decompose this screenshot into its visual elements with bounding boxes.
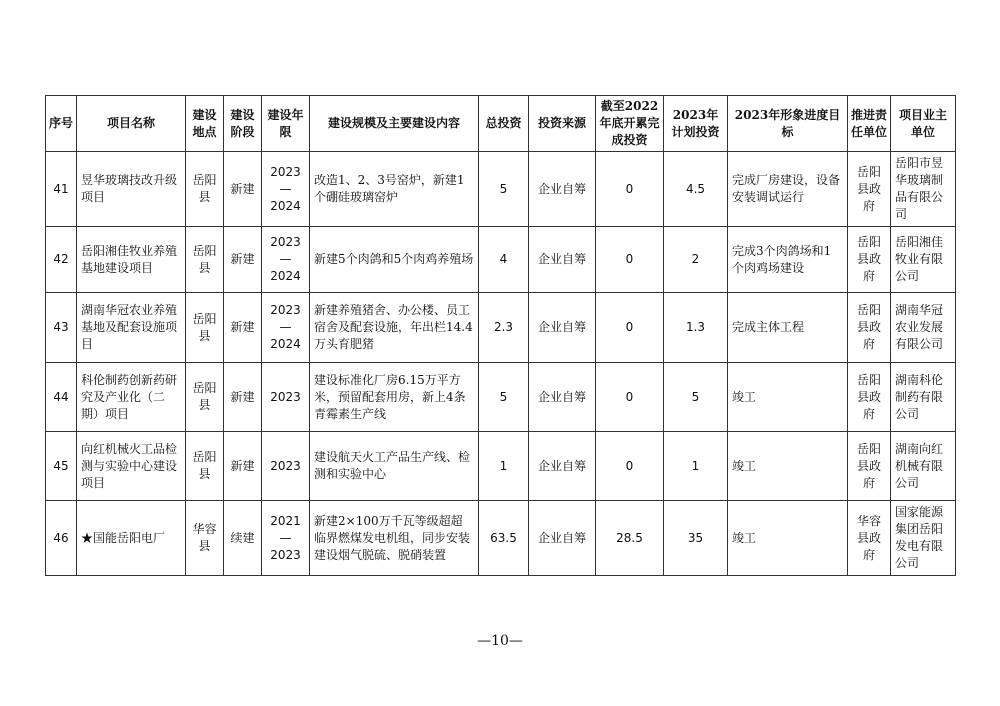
cell-location: 岳阳县: [186, 293, 224, 363]
cell-location: 岳阳县: [186, 432, 224, 501]
cell-name: 昱华玻璃技改升级项目: [77, 152, 186, 227]
cell-resp: 岳阳县政府: [848, 227, 891, 293]
cell-source: 企业自筹: [529, 293, 596, 363]
cell-resp: 岳阳县政府: [848, 293, 891, 363]
cell-name: 科伦制药创新药研究及产业化（二期）项目: [77, 363, 186, 432]
cell-seq: 45: [46, 432, 77, 501]
cell-period: 2023—2024: [262, 152, 310, 227]
header-row: [46, 96, 956, 152]
cell-cumulative: 0: [596, 152, 664, 227]
cell-cumulative: 0: [596, 432, 664, 501]
cell-owner: 国家能源集团岳阳发电有限公司: [891, 501, 956, 576]
cell-location: 岳阳县: [186, 227, 224, 293]
cell-stage: 新建: [224, 432, 262, 501]
cell-seq: 44: [46, 363, 77, 432]
cell-total: 2.3: [479, 293, 529, 363]
cell-name: ★国能岳阳电厂: [77, 501, 186, 576]
cell-content: 改造1、2、3号窑炉，新建1个硼硅玻璃窑炉: [310, 152, 479, 227]
cell-owner: 湖南科伦制药有限公司: [891, 363, 956, 432]
table-row: [46, 152, 956, 227]
table-row: [46, 227, 956, 293]
cell-owner: 湖南向红机械有限公司: [891, 432, 956, 501]
cell-content: 新建5个肉鸽和5个肉鸡养殖场: [310, 227, 479, 293]
cell-stage: 新建: [224, 227, 262, 293]
cell-plan2023: 1: [664, 432, 728, 501]
cell-plan2023: 5: [664, 363, 728, 432]
table-row: [46, 363, 956, 432]
table-row: [46, 432, 956, 501]
page-number: —10—: [477, 633, 523, 649]
cell-period: 2023: [262, 363, 310, 432]
header-plan2023: 2023年计划投资: [664, 96, 728, 152]
cell-source: 企业自筹: [529, 363, 596, 432]
cell-total: 4: [479, 227, 529, 293]
header-stage: 建设阶段: [224, 96, 262, 152]
cell-stage: 新建: [224, 363, 262, 432]
cell-stage: 新建: [224, 152, 262, 227]
header-cumulative: 截至2022年底开累完成投资: [596, 96, 664, 152]
cell-source: 企业自筹: [529, 432, 596, 501]
header-seq: 序号: [46, 96, 77, 152]
cell-plan2023: 2: [664, 227, 728, 293]
cell-seq: 46: [46, 501, 77, 576]
cell-target2023: 完成3个肉鸽场和1个肉鸡场建设: [728, 227, 848, 293]
cell-total: 63.5: [479, 501, 529, 576]
cell-cumulative: 0: [596, 293, 664, 363]
cell-target2023: 竣工: [728, 363, 848, 432]
cell-cumulative: 28.5: [596, 501, 664, 576]
header-source: 投资来源: [529, 96, 596, 152]
cell-period: 2023: [262, 432, 310, 501]
cell-source: 企业自筹: [529, 501, 596, 576]
header-owner: 项目业主单位: [891, 96, 956, 152]
cell-location: 华容县: [186, 501, 224, 576]
cell-resp: 岳阳县政府: [848, 363, 891, 432]
cell-seq: 41: [46, 152, 77, 227]
cell-target2023: 完成厂房建设，设备安装调试运行: [728, 152, 848, 227]
cell-location: 岳阳县: [186, 363, 224, 432]
cell-seq: 43: [46, 293, 77, 363]
cell-total: 1: [479, 432, 529, 501]
cell-total: 5: [479, 363, 529, 432]
header-location: 建设地点: [186, 96, 224, 152]
cell-period: 2021—2023: [262, 501, 310, 576]
cell-period: 2023—2024: [262, 293, 310, 363]
table-row: [46, 293, 956, 363]
header-target2023: 2023年形象进度目标: [728, 96, 848, 152]
cell-seq: 42: [46, 227, 77, 293]
project-table: [45, 95, 956, 576]
cell-source: 企业自筹: [529, 152, 596, 227]
cell-owner: 岳阳湘佳牧业有限公司: [891, 227, 956, 293]
cell-total: 5: [479, 152, 529, 227]
cell-content: 新建2×100万千瓦等级超超临界燃煤发电机组，同步安装建设烟气脱硫、脱硝装置: [310, 501, 479, 576]
cell-plan2023: 4.5: [664, 152, 728, 227]
cell-content: 新建养殖猪舍、办公楼、员工宿舍及配套设施，年出栏14.4万头育肥猪: [310, 293, 479, 363]
cell-name: 岳阳湘佳牧业养殖基地建设项目: [77, 227, 186, 293]
cell-name: 湖南华冠农业养殖基地及配套设施项目: [77, 293, 186, 363]
cell-cumulative: 0: [596, 363, 664, 432]
cell-content: 建设标准化厂房6.15万平方米，预留配套用房，新上4条青霉素生产线: [310, 363, 479, 432]
cell-name: 向红机械火工品检测与实验中心建设项目: [77, 432, 186, 501]
cell-resp: 岳阳县政府: [848, 152, 891, 227]
cell-owner: 岳阳市昱华玻璃制品有限公司: [891, 152, 956, 227]
header-period: 建设年限: [262, 96, 310, 152]
cell-cumulative: 0: [596, 227, 664, 293]
header-name: 项目名称: [77, 96, 186, 152]
cell-target2023: 竣工: [728, 432, 848, 501]
cell-stage: 新建: [224, 293, 262, 363]
cell-resp: 岳阳县政府: [848, 432, 891, 501]
cell-content: 建设航天火工产品生产线、检测和实验中心: [310, 432, 479, 501]
header-content: 建设规模及主要建设内容: [310, 96, 479, 152]
cell-resp: 华容县政府: [848, 501, 891, 576]
cell-owner: 湖南华冠农业发展有限公司: [891, 293, 956, 363]
cell-target2023: 完成主体工程: [728, 293, 848, 363]
cell-target2023: 竣工: [728, 501, 848, 576]
table-row: [46, 501, 956, 576]
header-resp: 推进责任单位: [848, 96, 891, 152]
cell-period: 2023—2024: [262, 227, 310, 293]
cell-plan2023: 35: [664, 501, 728, 576]
header-total: 总投资: [479, 96, 529, 152]
cell-plan2023: 1.3: [664, 293, 728, 363]
cell-source: 企业自筹: [529, 227, 596, 293]
cell-stage: 续建: [224, 501, 262, 576]
cell-location: 岳阳县: [186, 152, 224, 227]
